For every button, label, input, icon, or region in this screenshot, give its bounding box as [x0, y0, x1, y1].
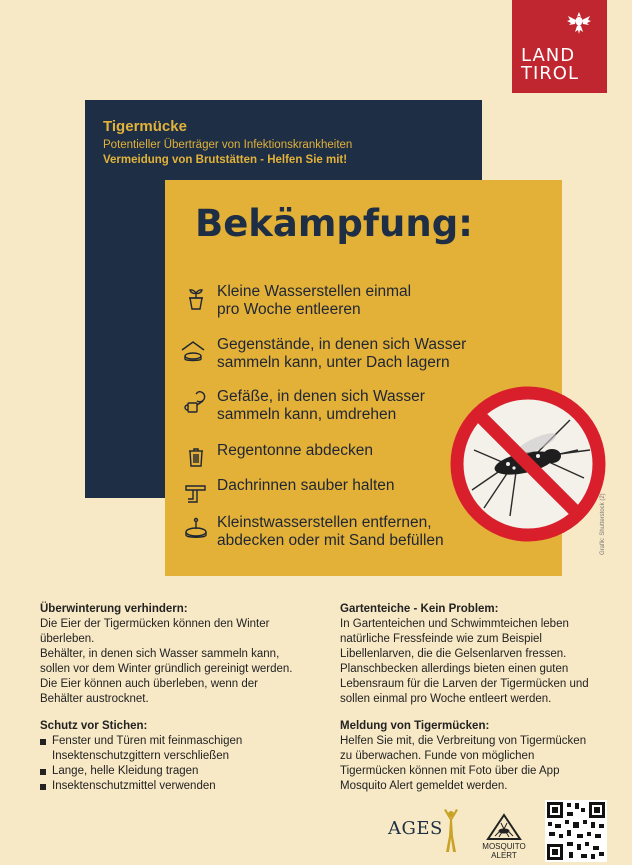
section-title: Meldung von Tigermücken: [340, 720, 490, 732]
mosquito-icon [476, 812, 532, 842]
item-line-1: Regentonne abdecken [217, 442, 373, 459]
page-tagline: Vermeidung von Brutstätten - Helfen Sie mit! [103, 154, 348, 166]
no-mosquito-sign-icon [444, 380, 612, 548]
item-line-1: Gefäße, in denen sich Wasser [217, 388, 425, 405]
section-text: In Gartenteichen und Schwimmteichen leben natürliche Fressfeinde wie zum Beispiel Libellenlarven, die die Gelsenlarven fressen. Planschbecken allerdings bieten einen guten Lebensraum für die Larven der Tigermücken und sollen einmal pro Woche entleert werden. [340, 618, 589, 705]
right-column [340, 602, 600, 794]
section-title: Gartenteiche - Kein Problem: [340, 603, 499, 615]
photo-credit: Grafik: Shutterstock (2) [600, 493, 606, 555]
saucer-icon [183, 516, 209, 542]
bullet-item: Fenster und Türen mit feinmaschigen Insektenschutzgittern verschließen [40, 734, 300, 764]
section-title: Schutz vor Stichen: [40, 720, 148, 732]
ages-figure-icon [440, 806, 462, 856]
item-line-2: pro Woche entleeren [217, 301, 361, 318]
left-column [40, 602, 300, 794]
logo-line-1: LAND [521, 45, 576, 66]
item-line-1: Kleine Wasserstellen einmal [217, 283, 412, 300]
item-line-1: Gegenstände, in denen sich Wasser [217, 336, 467, 353]
land-tirol-logo [512, 0, 607, 93]
section-title: Überwinterung verhindern: [40, 603, 188, 615]
section-text: Helfen Sie mit, die Verbreitung von Tigermücken zu überwachen. Funde von möglichen Tigermücken können mit Foto über die App Mosquito Alert gemeldet werden. [340, 735, 587, 792]
page-title: Tigermücke [103, 118, 187, 135]
roof-icon [177, 338, 209, 364]
page-subtitle: Potentieller Überträger von Infektionskrankheiten [103, 139, 353, 151]
item-line-2: sammeln kann, unter Dach lagern [217, 354, 450, 371]
bullet-list [40, 734, 300, 794]
mosquito-alert-logo [476, 812, 532, 862]
mosquito-label-2: ALERT [491, 851, 517, 860]
gutter-icon [183, 479, 209, 505]
eagle-icon [564, 8, 594, 38]
bullet-item: Insektenschutzmittel verwenden [40, 779, 300, 794]
item-line-2: abdecken oder mit Sand befüllen [217, 532, 444, 549]
trash-can-icon [183, 444, 209, 470]
mosquito-label-1: MOSQUITO [482, 842, 526, 851]
qr-code-icon[interactable] [545, 800, 607, 862]
logo-line-2: TIROL [521, 63, 580, 84]
ages-logo: AGES [388, 818, 443, 839]
section-text: Die Eier der Tigermücken können den Winter überleben. [40, 618, 270, 645]
item-line-2: sammeln kann, umdrehen [217, 406, 397, 423]
watering-can-icon [183, 390, 209, 416]
section-text: Behälter, in denen sich Wasser sammeln kann, sollen vor dem Winter gründlich gereinigt werden. Die Eier können auch überleben, wenn der Behälter austrocknet. [40, 648, 293, 705]
item-line-1: Dachrinnen sauber halten [217, 477, 395, 494]
panel-heading: Bekämpfung: [195, 202, 473, 245]
item-line-1: Kleinstwasserstellen entfernen, [217, 514, 432, 531]
bullet-item: Lange, helle Kleidung tragen [40, 764, 300, 779]
plant-pot-icon [183, 285, 209, 311]
